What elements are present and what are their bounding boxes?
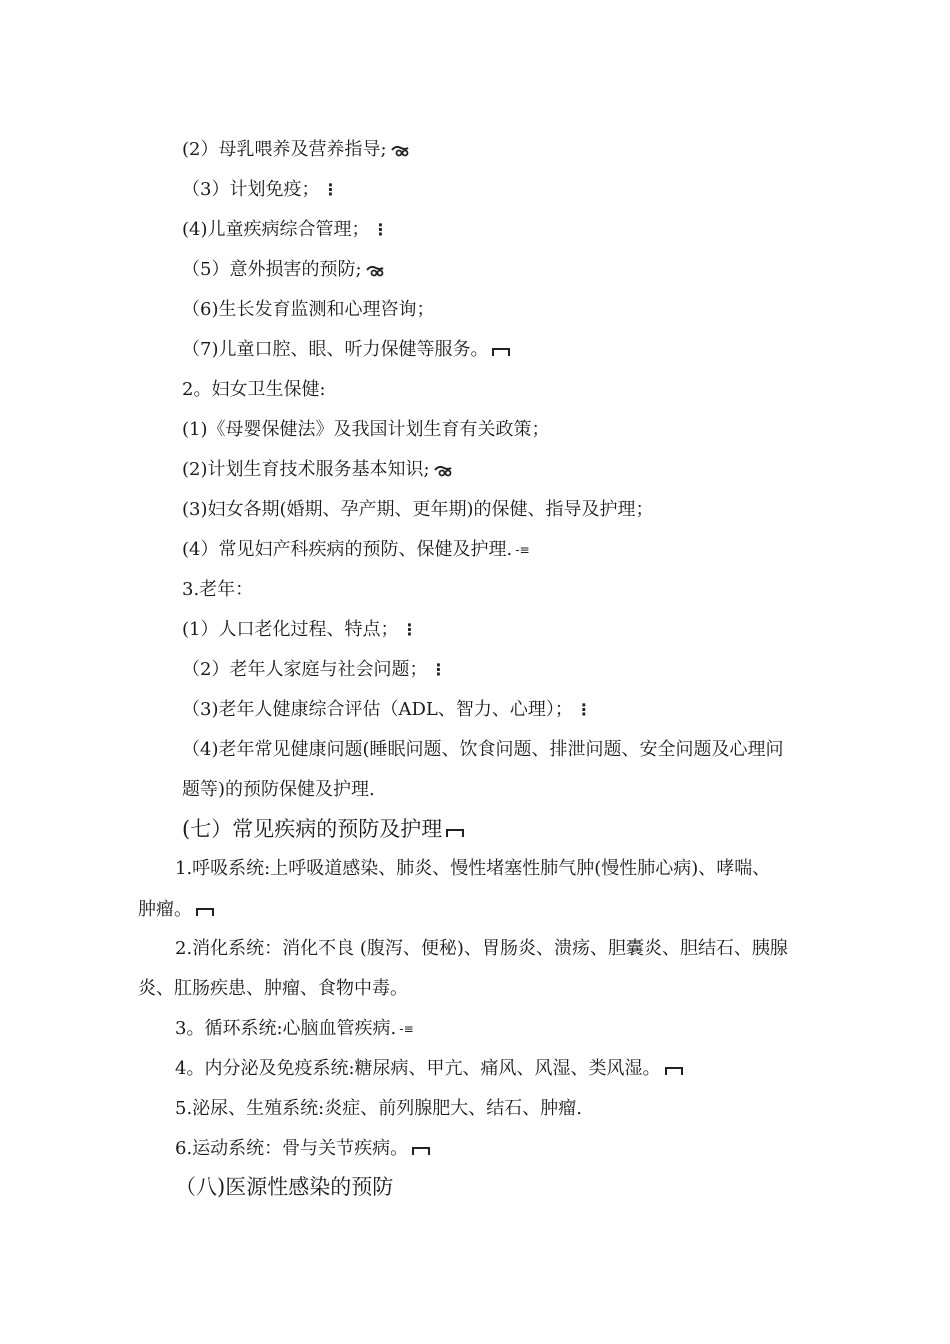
section-heading (175, 1173, 393, 1201)
ellipsis-mark-icon: ⋮ (322, 180, 339, 199)
line-text: (3)妇女各期(婚期、孕产期、更年期)的保健、指导及护理； (182, 499, 654, 520)
line-text: (1)《母婴保健法》及我国计划生育有关政策； (182, 419, 550, 440)
text-line (182, 458, 453, 482)
line-text: 2。妇女卫生保健: (182, 379, 326, 400)
text-line (175, 1097, 582, 1121)
text-line (182, 418, 550, 442)
bracket-mark-icon (491, 343, 511, 357)
arrow-mark-icon (365, 263, 385, 277)
line-text: （3）计划免疫； (182, 179, 320, 200)
line-text: 炎、肛肠疾患、肿瘤、食物中毒。 (138, 978, 408, 999)
line-text: 3。循环系统:心脑血管疾病. (175, 1018, 397, 1039)
bracket-mark-icon (664, 1062, 684, 1076)
line-text: 6.运动系统：骨与关节疾病。 (175, 1138, 409, 1159)
line-text: (4）常见妇产科疾病的预防、保健及护理. (182, 539, 513, 560)
text-line (182, 218, 389, 242)
line-text: (4)儿童疾病综合管理； (182, 219, 370, 240)
text-line (182, 178, 338, 202)
text-line (182, 778, 375, 802)
ellipsis-mark-icon: ⋮ (575, 700, 592, 719)
text-line (175, 1057, 684, 1081)
text-line (175, 937, 788, 961)
bracket-mark-icon (445, 824, 465, 838)
equals-mark-icon: -≡ (399, 1022, 414, 1036)
arrow-mark-icon (433, 463, 453, 477)
text-line (138, 977, 408, 1001)
text-line (182, 378, 326, 402)
equals-mark-icon: -≡ (515, 543, 530, 557)
text-line (182, 618, 417, 642)
line-text: （5）意外损害的预防; (182, 259, 362, 280)
line-text: 1.呼吸系统:上呼吸道感染、肺炎、慢性堵塞性肺气肿(慢性肺心病)、哮喘、 (175, 858, 771, 879)
line-text: （7)儿童口腔、眼、听力保健等服务。 (182, 339, 489, 360)
text-line (182, 258, 385, 282)
bracket-mark-icon (411, 1142, 431, 1156)
text-line (175, 1017, 414, 1041)
arrow-mark-icon (390, 143, 410, 157)
line-text: 题等)的预防保健及护理. (182, 779, 375, 800)
line-text: 5.泌尿、生殖系统:炎症、前列腺肥大、结石、肿瘤. (175, 1098, 582, 1119)
ellipsis-mark-icon: ⋮ (372, 220, 389, 239)
section-heading (182, 815, 465, 843)
ellipsis-mark-icon: ⋮ (401, 620, 418, 639)
bracket-mark-icon (195, 903, 215, 917)
text-line (182, 698, 592, 722)
line-text: 2.消化系统：消化不良 (腹泻、便秘)、胃肠炎、溃疡、胆囊炎、胆结石、胰腺 (175, 938, 788, 959)
line-text: （4)老年常见健康问题(睡眠问题、饮食问题、排泄问题、安全问题及心理问 (182, 739, 784, 760)
text-line (175, 1137, 431, 1161)
line-text: （3)老年人健康综合评估（ADL、智力、心理）； (182, 699, 573, 720)
text-line (182, 298, 434, 322)
line-text: (2)计划生育技术服务基本知识; (182, 459, 430, 480)
line-text: (1）人口老化过程、特点； (182, 619, 399, 640)
line-text: (2）母乳喂养及营养指导; (182, 139, 387, 160)
text-line (182, 738, 784, 762)
text-line (182, 138, 410, 162)
text-line (182, 498, 654, 522)
line-text: （2）老年人家庭与社会问题； (182, 659, 428, 680)
text-line (182, 538, 530, 562)
text-line (182, 338, 511, 362)
text-line (138, 898, 215, 922)
text-line (182, 578, 253, 602)
heading-text: （八)医源性感染的预防 (175, 1175, 394, 1199)
heading-text: (七）常见疾病的预防及护理 (182, 817, 443, 841)
line-text: （6)生长发育监测和心理咨询； (182, 299, 435, 320)
ellipsis-mark-icon: ⋮ (430, 660, 447, 679)
line-text: 肿瘤。 (138, 899, 192, 920)
text-line (182, 658, 446, 682)
line-text: 3.老年： (182, 579, 254, 600)
line-text: 4。内分泌及免疫系统:糖尿病、甲亢、痛风、风湿、类风湿。 (175, 1058, 661, 1079)
text-line (175, 857, 770, 881)
